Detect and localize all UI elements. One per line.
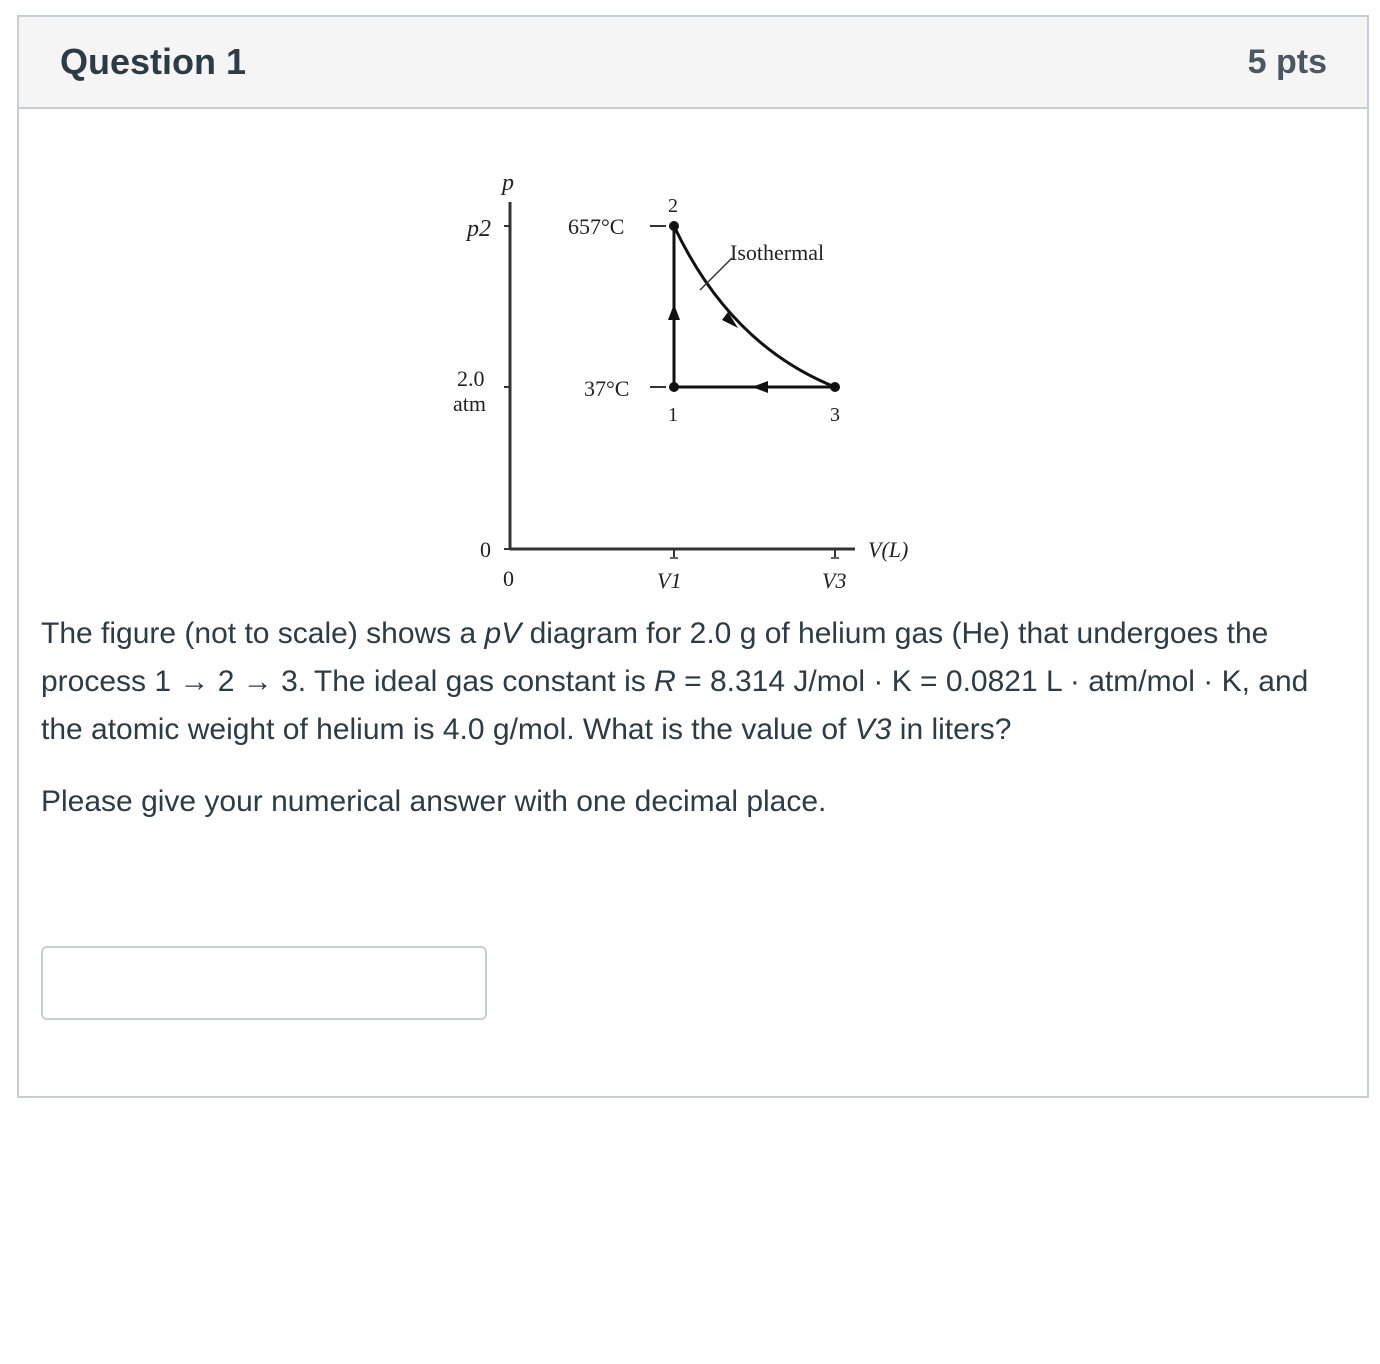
arrow-1-2	[668, 304, 680, 320]
pv-diagram-figure	[430, 150, 930, 610]
point-3-marker	[830, 382, 840, 392]
y-axis-label: p	[502, 170, 514, 196]
pv-term: pV	[484, 617, 522, 650]
y-tick-p2-label: p2	[467, 216, 491, 242]
question-points: 5 pts	[1247, 43, 1327, 81]
question-text-part-b: diagram for 2.0 g of helium gas (He) that undergoes the process 1 → 2 → 3. The ideal gas constant is	[41, 617, 1269, 698]
question-text-part-d: in liters?	[891, 713, 1012, 746]
question-title: Question 1	[60, 41, 247, 82]
x-axis-label: V(L)	[868, 537, 909, 562]
y-tick-0-label: 0	[480, 537, 491, 562]
point-2-label: 2	[668, 195, 678, 217]
point-3-label: 3	[830, 404, 840, 426]
question-text-part-a: The figure (not to scale) shows a	[41, 617, 485, 650]
point-1-marker	[669, 382, 679, 392]
point-2-marker	[669, 221, 679, 231]
question-paragraph	[41, 610, 1321, 754]
point-1-label: 1	[668, 404, 678, 426]
r-symbol: R	[654, 665, 676, 698]
answer-input[interactable]	[41, 946, 487, 1020]
isothermal-leader	[700, 258, 732, 290]
x-tick-v3-label: V3	[822, 568, 847, 593]
instruction-paragraph: Please give your numerical answer with one decimal place.	[41, 785, 827, 818]
y-tick-20-label: 2.0	[457, 366, 485, 391]
question-text	[41, 610, 1321, 850]
x-tick-v1-label: V1	[657, 568, 682, 593]
pv-diagram	[430, 150, 930, 610]
question-header	[19, 17, 1367, 109]
y-tick-atm-label: atm	[453, 391, 486, 416]
isothermal-label: Isothermal	[730, 240, 825, 265]
question-text-part-c: = 8.314 J/mol · K = 0.0821 L · atm/mol · K, and the atomic weight of helium is 4.0 g/mol. What is the value of	[41, 665, 1309, 746]
v3-symbol: V3	[854, 713, 892, 746]
x-tick-0-label: 0	[503, 566, 514, 591]
temp-low-label: 37°C	[584, 376, 630, 401]
arrow-3-1	[752, 381, 768, 393]
temp-high-label: 657°C	[568, 214, 625, 239]
